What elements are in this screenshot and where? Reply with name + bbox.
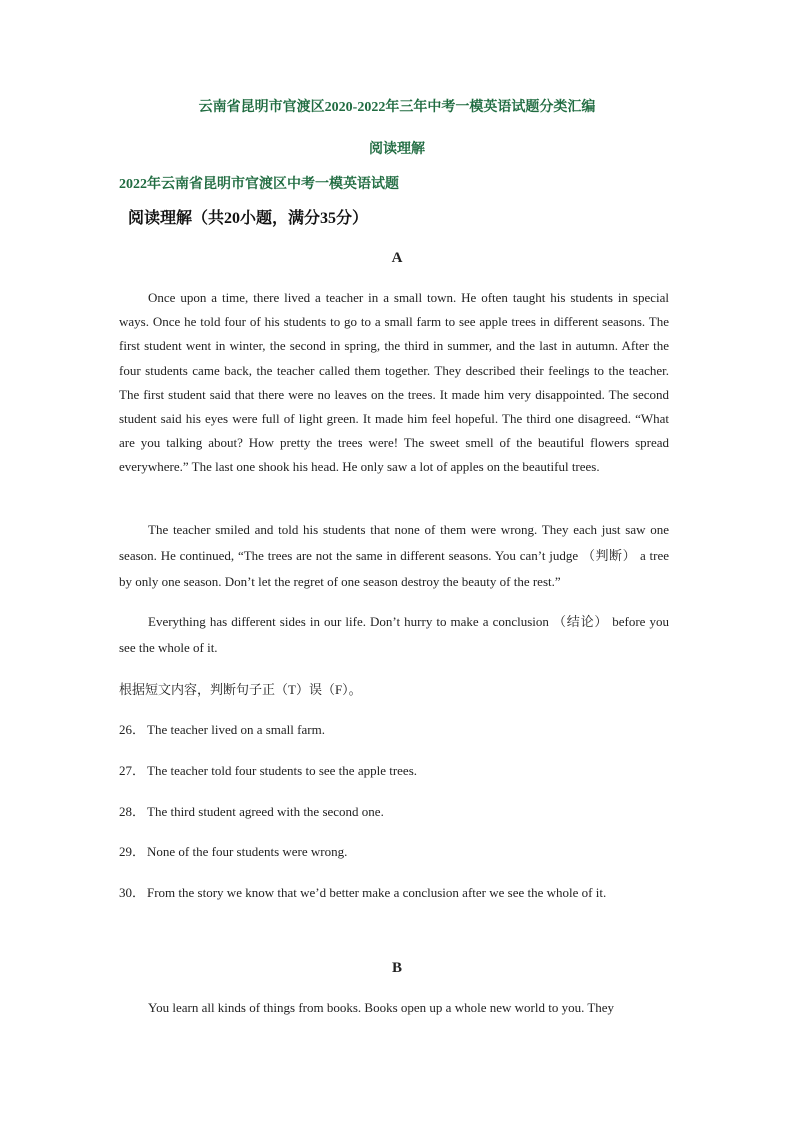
section-heading: 阅读理解（共20小题，满分35分） xyxy=(128,210,369,227)
passage-b-label: B xyxy=(391,960,402,976)
question-text: The third student agreed with the second one. xyxy=(147,804,384,819)
question-text: From the story we know that we’d better make a conclusion after we see the whole of it. xyxy=(147,885,607,900)
question-number: 26． xyxy=(119,722,146,737)
question-item xyxy=(119,801,384,820)
passage-b-paragraph-1: You learn all kinds of things from books. Books open up a whole new world to you. They xyxy=(148,1000,615,1015)
question-number: 28． xyxy=(119,804,146,819)
instruction-text: 根据短文内容，判断句子正（T）误（F）。 xyxy=(119,682,362,697)
question-number: 29． xyxy=(119,844,146,859)
passage-a-label: A xyxy=(391,250,403,266)
question-item xyxy=(119,882,606,901)
question-text: The teacher lived on a small farm. xyxy=(147,722,325,737)
passage-a-paragraph-3: Everything has different sides in our life. Don’t hurry to make a conclusion （结论） before you see the whole of it. xyxy=(119,614,669,655)
question-item xyxy=(119,841,347,860)
question-text: None of the four students were wrong. xyxy=(147,844,348,859)
document-subtitle: 阅读理解 xyxy=(369,142,425,157)
exam-title: 2022年云南省昆明市官渡区中考一模英语试题 xyxy=(119,177,399,192)
passage-a-paragraph-2: The teacher smiled and told his students that none of them were wrong. They each just saw one season. He continued, “The trees are not the same in different seasons. You can’t judge （判断） a tree by only one season. Don’t let the regret of one season destroy the beauty of the rest.” xyxy=(119,522,669,589)
passage-a-paragraph-1: Once upon a time, there lived a teacher in a small town. He often taught his students in special ways. Once he told four of his students to go to a small farm to see apple trees in different seasons. The first student went in winter, the second in spring, the third in summer, and the last in autumn. After the four students came back, the teacher called them together. They described their feelings to the teacher. The first student said that there were no leaves on the trees. It made him very disappointed. The second student said his eyes were full of light green. It made him feel hopeful. The third one disagreed. “What are you talking about? How pretty the trees were! The sweet smell of the beautiful flowers spread everywhere.” The last one shook his head. He only saw a lot of apples on the beautiful trees. xyxy=(119,290,669,475)
question-item xyxy=(119,760,417,779)
question-text: The teacher told four students to see the apple trees. xyxy=(147,763,418,778)
document-title: 云南省昆明市官渡区2020-2022年三年中考一模英语试题分类汇编 xyxy=(198,100,596,115)
question-item xyxy=(119,719,325,738)
question-number: 27． xyxy=(119,763,146,778)
question-number: 30． xyxy=(119,885,146,900)
